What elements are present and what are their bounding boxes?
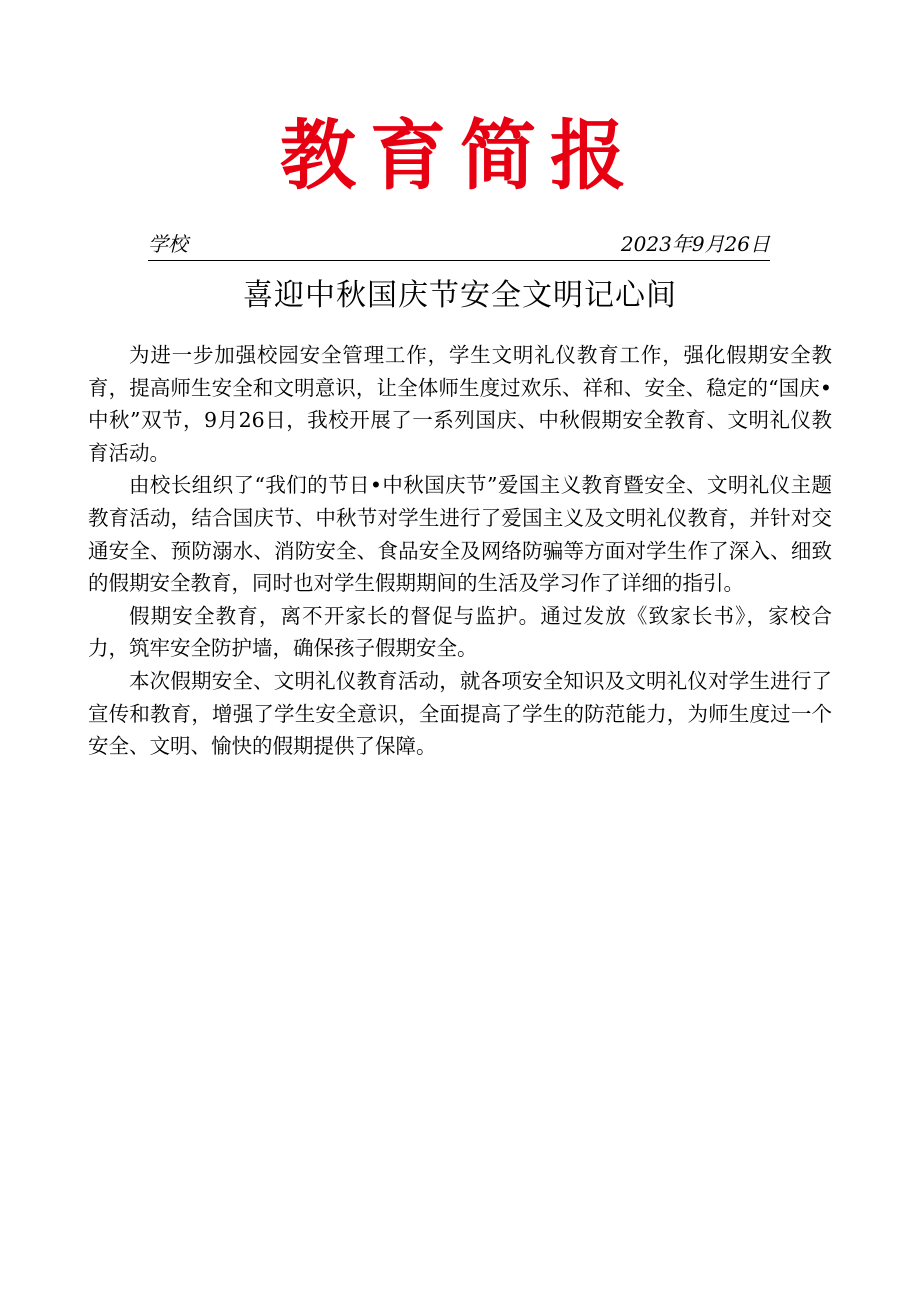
masthead-title: 教育简报 [280, 111, 640, 200]
paragraph: 假期安全教育，离不开家长的督促与监护。通过发放《致家长书》，家校合力，筑牢安全防护墙，确保孩子假期安全。 [88, 603, 832, 661]
school-label: 学校 [148, 232, 188, 256]
paragraph: 由校长组织了“我们的节日•中秋国庆节”爱国主义教育暨安全、文明礼仪主题教育活动，结合国庆节、中秋节对学生进行了爱国主义及文明礼仪教育，并针对交通安全、预防溺水、消防安全、食品安全及网络防骗等方面对学生作了深入、细致的假期安全教育，同时也对学生假期期间的生活及学习作了详细的指引。 [88, 473, 832, 596]
paragraph: 为进一步加强校园安全管理工作，学生文明礼仪教育工作，强化假期安全教育，提高师生安全和文明意识，让全体师生度过欢乐、祥和、安全、稳定的“国庆•中秋”双节，9月26日，我校开展了一系列国庆、中秋假期安全教育、文明礼仪教育活动。 [88, 343, 832, 465]
article-title: 喜迎中秋国庆节安全文明记心间 [243, 278, 677, 313]
info-line [148, 230, 770, 261]
article-body [88, 339, 832, 763]
issue-date: 2023年9月26日 [620, 232, 770, 256]
paragraph: 本次假期安全、文明礼仪教育活动，就各项安全知识及文明礼仪对学生进行了宣传和教育，增强了学生安全意识，全面提高了学生的防范能力，为师生度过一个安全、文明、愉快的假期提供了保障。 [88, 668, 832, 759]
